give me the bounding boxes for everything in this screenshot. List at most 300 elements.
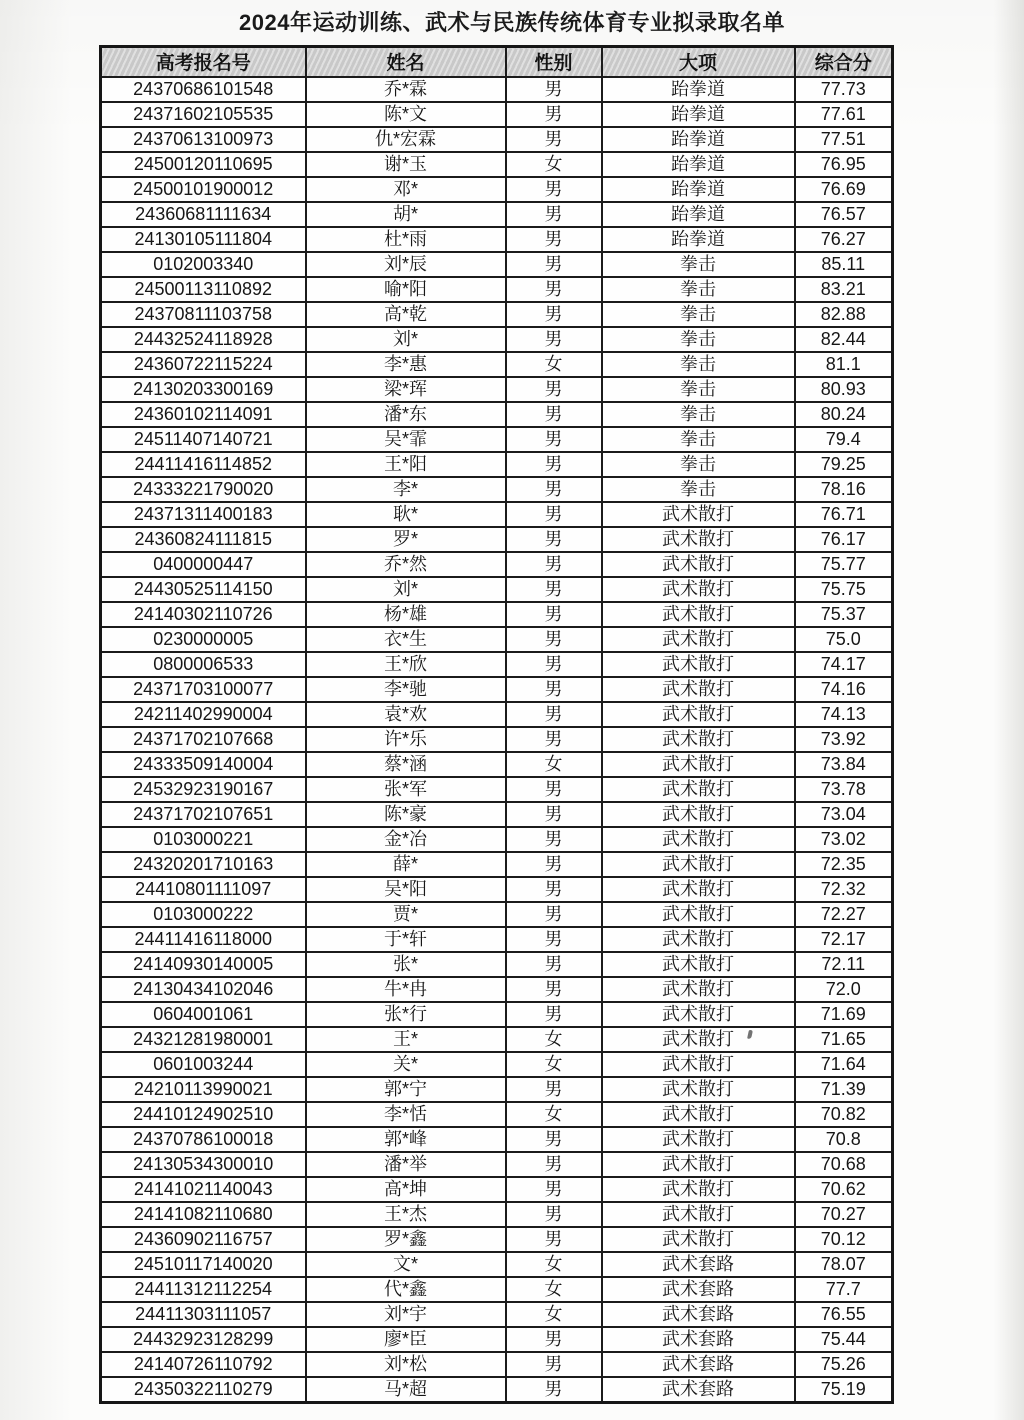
table-cell: 廖*臣: [306, 1327, 506, 1352]
table-cell: 24432923128299: [101, 1327, 306, 1352]
table-cell: 武术散打: [602, 702, 795, 727]
table-cell: 女: [506, 1027, 602, 1052]
table-cell: 24371703100077: [101, 677, 306, 702]
table-row: [101, 1377, 893, 1403]
table-cell: 武术散打: [602, 977, 795, 1002]
table-cell: 24210113990021: [101, 1077, 306, 1102]
table-cell: 男: [506, 527, 602, 552]
table-cell: 张*行: [306, 1002, 506, 1027]
table-cell: 75.0: [795, 627, 893, 652]
table-cell: 武术散打: [602, 1202, 795, 1227]
table-cell: 24141082110680: [101, 1202, 306, 1227]
table-cell: 男: [506, 1002, 602, 1027]
table-cell: 81.1: [795, 352, 893, 377]
table-cell: 男: [506, 552, 602, 577]
table-cell: 武术套路: [602, 1302, 795, 1327]
table-cell: 拳击: [602, 477, 795, 502]
table-cell: 24370613100973: [101, 127, 306, 152]
table-cell: 24511407140721: [101, 427, 306, 452]
table-cell: 潘*东: [306, 402, 506, 427]
table-cell: 武术散打: [602, 652, 795, 677]
table-cell: 73.04: [795, 802, 893, 827]
table-cell: 24360722115224: [101, 352, 306, 377]
table-cell: 女: [506, 1052, 602, 1077]
table-cell: 武术散打: [602, 777, 795, 802]
table-cell: 袁*欢: [306, 702, 506, 727]
table-cell: 0103000221: [101, 827, 306, 852]
table-cell: 79.25: [795, 452, 893, 477]
table-row: [101, 202, 893, 227]
table-cell: 24320201710163: [101, 852, 306, 877]
table-cell: 罗*鑫: [306, 1227, 506, 1252]
table-cell: 男: [506, 727, 602, 752]
table-cell: 刘*松: [306, 1352, 506, 1377]
table-cell: 高*乾: [306, 302, 506, 327]
table-cell: 罗*: [306, 527, 506, 552]
table-cell: 24140726110792: [101, 1352, 306, 1377]
table-cell: 24411312112254: [101, 1277, 306, 1302]
table-cell: 男: [506, 852, 602, 877]
table-cell: 金*冶: [306, 827, 506, 852]
table-cell: 武术套路: [602, 1252, 795, 1277]
table-cell: 24333509140004: [101, 752, 306, 777]
table-cell: 24360102114091: [101, 402, 306, 427]
table-cell: 24130203300169: [101, 377, 306, 402]
table-cell: 75.77: [795, 552, 893, 577]
table-cell: 男: [506, 577, 602, 602]
table-cell: 拳击: [602, 277, 795, 302]
table-cell: 72.17: [795, 927, 893, 952]
table-cell: 24360681111634: [101, 202, 306, 227]
table-cell: 76.95: [795, 152, 893, 177]
table-cell: 76.27: [795, 227, 893, 252]
table-body: [101, 77, 893, 1403]
table-cell: 武术散打: [602, 502, 795, 527]
table-cell: 24140302110726: [101, 602, 306, 627]
table-cell: 武术散打: [602, 1027, 795, 1052]
table-cell: 武术套路: [602, 1277, 795, 1302]
table-cell: 跆拳道: [602, 102, 795, 127]
table-cell: 24411303111057: [101, 1302, 306, 1327]
table-cell: 马*超: [306, 1377, 506, 1403]
table-row: [101, 477, 893, 502]
table-row: [101, 1027, 893, 1052]
table-cell: 24350322110279: [101, 1377, 306, 1403]
table-cell: 男: [506, 1327, 602, 1352]
table-cell: 72.0: [795, 977, 893, 1002]
table-cell: 男: [506, 1377, 602, 1403]
table-cell: 74.13: [795, 702, 893, 727]
table-cell: 王*: [306, 1027, 506, 1052]
table-row: [101, 627, 893, 652]
table-cell: 武术散打: [602, 1177, 795, 1202]
table-row: [101, 677, 893, 702]
table-row: [101, 927, 893, 952]
table-cell: 武术散打: [602, 1127, 795, 1152]
table-cell: 24371311400183: [101, 502, 306, 527]
table-cell: 武术散打: [602, 852, 795, 877]
table-cell: 77.51: [795, 127, 893, 152]
table-cell: 郭*宁: [306, 1077, 506, 1102]
table-cell: 72.11: [795, 952, 893, 977]
table-row: [101, 1202, 893, 1227]
table-cell: 代*鑫: [306, 1277, 506, 1302]
table-cell: 郭*峰: [306, 1127, 506, 1152]
table-cell: 跆拳道: [602, 227, 795, 252]
table-cell: 男: [506, 1352, 602, 1377]
table-row: [101, 577, 893, 602]
table-row: [101, 502, 893, 527]
table-cell: 男: [506, 102, 602, 127]
table-cell: 男: [506, 377, 602, 402]
table-cell: 跆拳道: [602, 127, 795, 152]
table-cell: 0102003340: [101, 252, 306, 277]
table-cell: 76.57: [795, 202, 893, 227]
table-cell: 武术散打: [602, 552, 795, 577]
table-cell: 75.19: [795, 1377, 893, 1403]
table-cell: 高*坤: [306, 1177, 506, 1202]
table-cell: 王*阳: [306, 452, 506, 477]
table-cell: 男: [506, 302, 602, 327]
table-cell: 0604001061: [101, 1002, 306, 1027]
table-cell: 吴*霏: [306, 427, 506, 452]
table-cell: 牛*冉: [306, 977, 506, 1002]
table-cell: 武术散打: [602, 827, 795, 852]
table-cell: 男: [506, 1202, 602, 1227]
table-cell: 24130534300010: [101, 1152, 306, 1177]
table-cell: 85.11: [795, 252, 893, 277]
table-cell: 武术散打: [602, 602, 795, 627]
table-row: [101, 902, 893, 927]
table-cell: 女: [506, 1277, 602, 1302]
table-cell: 男: [506, 77, 602, 102]
table-row: [101, 1277, 893, 1302]
table-cell: 喻*阳: [306, 277, 506, 302]
table-cell: 男: [506, 877, 602, 902]
table-cell: 24371702107651: [101, 802, 306, 827]
table-row: [101, 652, 893, 677]
table-header-row: [101, 47, 893, 77]
table-row: [101, 727, 893, 752]
table-cell: 男: [506, 1127, 602, 1152]
table-cell: 武术散打: [602, 752, 795, 777]
column-header-1: 姓名: [306, 47, 506, 77]
table-cell: 武术散打: [602, 627, 795, 652]
column-header-2: 性别: [506, 47, 602, 77]
table-cell: 男: [506, 477, 602, 502]
table-cell: 24211402990004: [101, 702, 306, 727]
table-row: [101, 427, 893, 452]
table-cell: 谢*玉: [306, 152, 506, 177]
table-cell: 武术散打: [602, 952, 795, 977]
table-cell: 24410801111097: [101, 877, 306, 902]
table-cell: 0400000447: [101, 552, 306, 577]
table-cell: 刘*: [306, 577, 506, 602]
table-cell: 24410124902510: [101, 1102, 306, 1127]
table-cell: 吴*阳: [306, 877, 506, 902]
table-cell: 拳击: [602, 377, 795, 402]
table-cell: 刘*宇: [306, 1302, 506, 1327]
table-cell: 73.78: [795, 777, 893, 802]
table-cell: 男: [506, 902, 602, 927]
table-row: [101, 827, 893, 852]
table-cell: 70.27: [795, 1202, 893, 1227]
table-row: [101, 702, 893, 727]
table-cell: 于*轩: [306, 927, 506, 952]
table-cell: 男: [506, 927, 602, 952]
table-cell: 陈*文: [306, 102, 506, 127]
table-row: [101, 527, 893, 552]
table-cell: 男: [506, 252, 602, 277]
table-row: [101, 1152, 893, 1177]
table-cell: 武术散打: [602, 1152, 795, 1177]
table-row: [101, 1252, 893, 1277]
table-cell: 24532923190167: [101, 777, 306, 802]
table-row: [101, 402, 893, 427]
table-cell: 24500113110892: [101, 277, 306, 302]
table-row: [101, 602, 893, 627]
table-cell: 80.24: [795, 402, 893, 427]
table-cell: 乔*霖: [306, 77, 506, 102]
table-row: [101, 377, 893, 402]
table-cell: 男: [506, 452, 602, 477]
table-cell: 77.61: [795, 102, 893, 127]
table-row: [101, 77, 893, 102]
table-row: [101, 302, 893, 327]
table-cell: 24140930140005: [101, 952, 306, 977]
table-cell: 70.62: [795, 1177, 893, 1202]
table-row: [101, 852, 893, 877]
table-cell: 24360902116757: [101, 1227, 306, 1252]
table-cell: 女: [506, 352, 602, 377]
table-cell: 武术散打: [602, 1227, 795, 1252]
table-cell: 拳击: [602, 452, 795, 477]
table-cell: 24510117140020: [101, 1252, 306, 1277]
table-cell: 24370786100018: [101, 1127, 306, 1152]
table-row: [101, 1177, 893, 1202]
table-row: [101, 127, 893, 152]
table-row: [101, 152, 893, 177]
table-row: [101, 777, 893, 802]
table-cell: 男: [506, 802, 602, 827]
table-cell: 男: [506, 502, 602, 527]
table-cell: 0103000222: [101, 902, 306, 927]
table-row: [101, 102, 893, 127]
table-cell: 武术散打: [602, 677, 795, 702]
table-cell: 24430525114150: [101, 577, 306, 602]
column-header-3: 大项: [602, 47, 795, 77]
table-cell: 71.64: [795, 1052, 893, 1077]
table-cell: 76.17: [795, 527, 893, 552]
table-cell: 72.35: [795, 852, 893, 877]
table-cell: 武术套路: [602, 1352, 795, 1377]
table-cell: 男: [506, 1227, 602, 1252]
table-cell: 24360824111815: [101, 527, 306, 552]
table-row: [101, 952, 893, 977]
table-row: [101, 1352, 893, 1377]
table-cell: 衣*生: [306, 627, 506, 652]
table-cell: 0800006533: [101, 652, 306, 677]
table-cell: 杨*雄: [306, 602, 506, 627]
table-cell: 70.8: [795, 1127, 893, 1152]
table-cell: 男: [506, 427, 602, 452]
table-cell: 王*欣: [306, 652, 506, 677]
table-cell: 76.55: [795, 1302, 893, 1327]
table-cell: 拳击: [602, 302, 795, 327]
table-cell: 武术套路: [602, 1327, 795, 1352]
table-cell: 24370686101548: [101, 77, 306, 102]
table-cell: 王*杰: [306, 1202, 506, 1227]
table-cell: 男: [506, 677, 602, 702]
table-cell: 拳击: [602, 327, 795, 352]
table-cell: 男: [506, 1077, 602, 1102]
table-cell: 24321281980001: [101, 1027, 306, 1052]
table-cell: 关*: [306, 1052, 506, 1077]
table-cell: 刘*辰: [306, 252, 506, 277]
table-cell: 武术散打: [602, 927, 795, 952]
table-cell: 80.93: [795, 377, 893, 402]
table-cell: 24500120110695: [101, 152, 306, 177]
table-cell: 75.37: [795, 602, 893, 627]
table-cell: 陈*豪: [306, 802, 506, 827]
table-cell: 24141021140043: [101, 1177, 306, 1202]
table-row: [101, 277, 893, 302]
table-row: [101, 752, 893, 777]
table-cell: 张*军: [306, 777, 506, 802]
table-row: [101, 877, 893, 902]
table-cell: 跆拳道: [602, 202, 795, 227]
table-cell: 79.4: [795, 427, 893, 452]
table-cell: 仇*宏霖: [306, 127, 506, 152]
column-header-0: 高考报名号: [101, 47, 306, 77]
table-row: [101, 252, 893, 277]
table-cell: 贾*: [306, 902, 506, 927]
table-cell: 73.84: [795, 752, 893, 777]
table-cell: 李*惠: [306, 352, 506, 377]
table-cell: 24130105111804: [101, 227, 306, 252]
table-cell: 74.16: [795, 677, 893, 702]
table-cell: 70.12: [795, 1227, 893, 1252]
table-cell: 82.88: [795, 302, 893, 327]
table-cell: 女: [506, 1252, 602, 1277]
table-cell: 李*: [306, 477, 506, 502]
table-cell: 拳击: [602, 427, 795, 452]
table-cell: 24130434102046: [101, 977, 306, 1002]
table-row: [101, 1052, 893, 1077]
table-cell: 24370811103758: [101, 302, 306, 327]
table-cell: 杜*雨: [306, 227, 506, 252]
table-cell: 男: [506, 652, 602, 677]
table-cell: 73.92: [795, 727, 893, 752]
table-cell: 女: [506, 1302, 602, 1327]
table-cell: 男: [506, 402, 602, 427]
table-cell: 男: [506, 627, 602, 652]
table-cell: 李*驰: [306, 677, 506, 702]
table-cell: 76.69: [795, 177, 893, 202]
table-cell: 77.73: [795, 77, 893, 102]
table-cell: 24411416114852: [101, 452, 306, 477]
table-cell: 武术散打: [602, 1002, 795, 1027]
table-cell: 男: [506, 202, 602, 227]
table-row: [101, 227, 893, 252]
table-cell: 71.65: [795, 1027, 893, 1052]
table-cell: 武术散打: [602, 527, 795, 552]
table-cell: 男: [506, 1152, 602, 1177]
table-cell: 梁*珲: [306, 377, 506, 402]
table-cell: 武术散打: [602, 902, 795, 927]
table-cell: 73.02: [795, 827, 893, 852]
table-cell: 跆拳道: [602, 77, 795, 102]
table-cell: 男: [506, 777, 602, 802]
table-cell: 跆拳道: [602, 177, 795, 202]
table-cell: 女: [506, 752, 602, 777]
table-cell: 24500101900012: [101, 177, 306, 202]
table-cell: 74.17: [795, 652, 893, 677]
table-cell: 胡*: [306, 202, 506, 227]
table-cell: 武术散打: [602, 1077, 795, 1102]
table-row: [101, 1077, 893, 1102]
table-row: [101, 1327, 893, 1352]
table-cell: 男: [506, 327, 602, 352]
table-cell: 女: [506, 152, 602, 177]
table-row: [101, 327, 893, 352]
table-cell: 75.44: [795, 1327, 893, 1352]
table-cell: 24432524118928: [101, 327, 306, 352]
table-row: [101, 352, 893, 377]
table-row: [101, 1302, 893, 1327]
table-cell: 刘*: [306, 327, 506, 352]
table-cell: 71.69: [795, 1002, 893, 1027]
page-title: 2024年运动训练、武术与民族传统体育专业拟录取名单: [239, 10, 785, 35]
table-cell: 76.71: [795, 502, 893, 527]
table-cell: 女: [506, 1102, 602, 1127]
table-cell: 82.44: [795, 327, 893, 352]
column-header-4: 综合分: [795, 47, 893, 77]
table-cell: 24371702107668: [101, 727, 306, 752]
table-cell: 武术散打: [602, 577, 795, 602]
table-cell: 70.82: [795, 1102, 893, 1127]
table-cell: 71.39: [795, 1077, 893, 1102]
table-cell: 男: [506, 127, 602, 152]
admission-roster-table: [99, 45, 894, 1404]
table-cell: 蔡*涵: [306, 752, 506, 777]
table-row: [101, 552, 893, 577]
table-cell: 72.32: [795, 877, 893, 902]
table-cell: 邓*: [306, 177, 506, 202]
table-cell: 薛*: [306, 852, 506, 877]
table-row: [101, 977, 893, 1002]
table-cell: 75.26: [795, 1352, 893, 1377]
table-cell: 0601003244: [101, 1052, 306, 1077]
table-cell: 乔*然: [306, 552, 506, 577]
table-cell: 男: [506, 277, 602, 302]
table-cell: 武术散打: [602, 1102, 795, 1127]
table-cell: 男: [506, 952, 602, 977]
table-cell: 24371602105535: [101, 102, 306, 127]
table-cell: 24411416118000: [101, 927, 306, 952]
table-cell: 武术散打: [602, 1052, 795, 1077]
table-cell: 24333221790020: [101, 477, 306, 502]
table-row: [101, 1102, 893, 1127]
table-cell: 男: [506, 1177, 602, 1202]
table-cell: 文*: [306, 1252, 506, 1277]
table-cell: 男: [506, 827, 602, 852]
table-cell: 0230000005: [101, 627, 306, 652]
table-cell: 耿*: [306, 502, 506, 527]
table-cell: 跆拳道: [602, 152, 795, 177]
table-cell: 拳击: [602, 252, 795, 277]
table-cell: 72.27: [795, 902, 893, 927]
